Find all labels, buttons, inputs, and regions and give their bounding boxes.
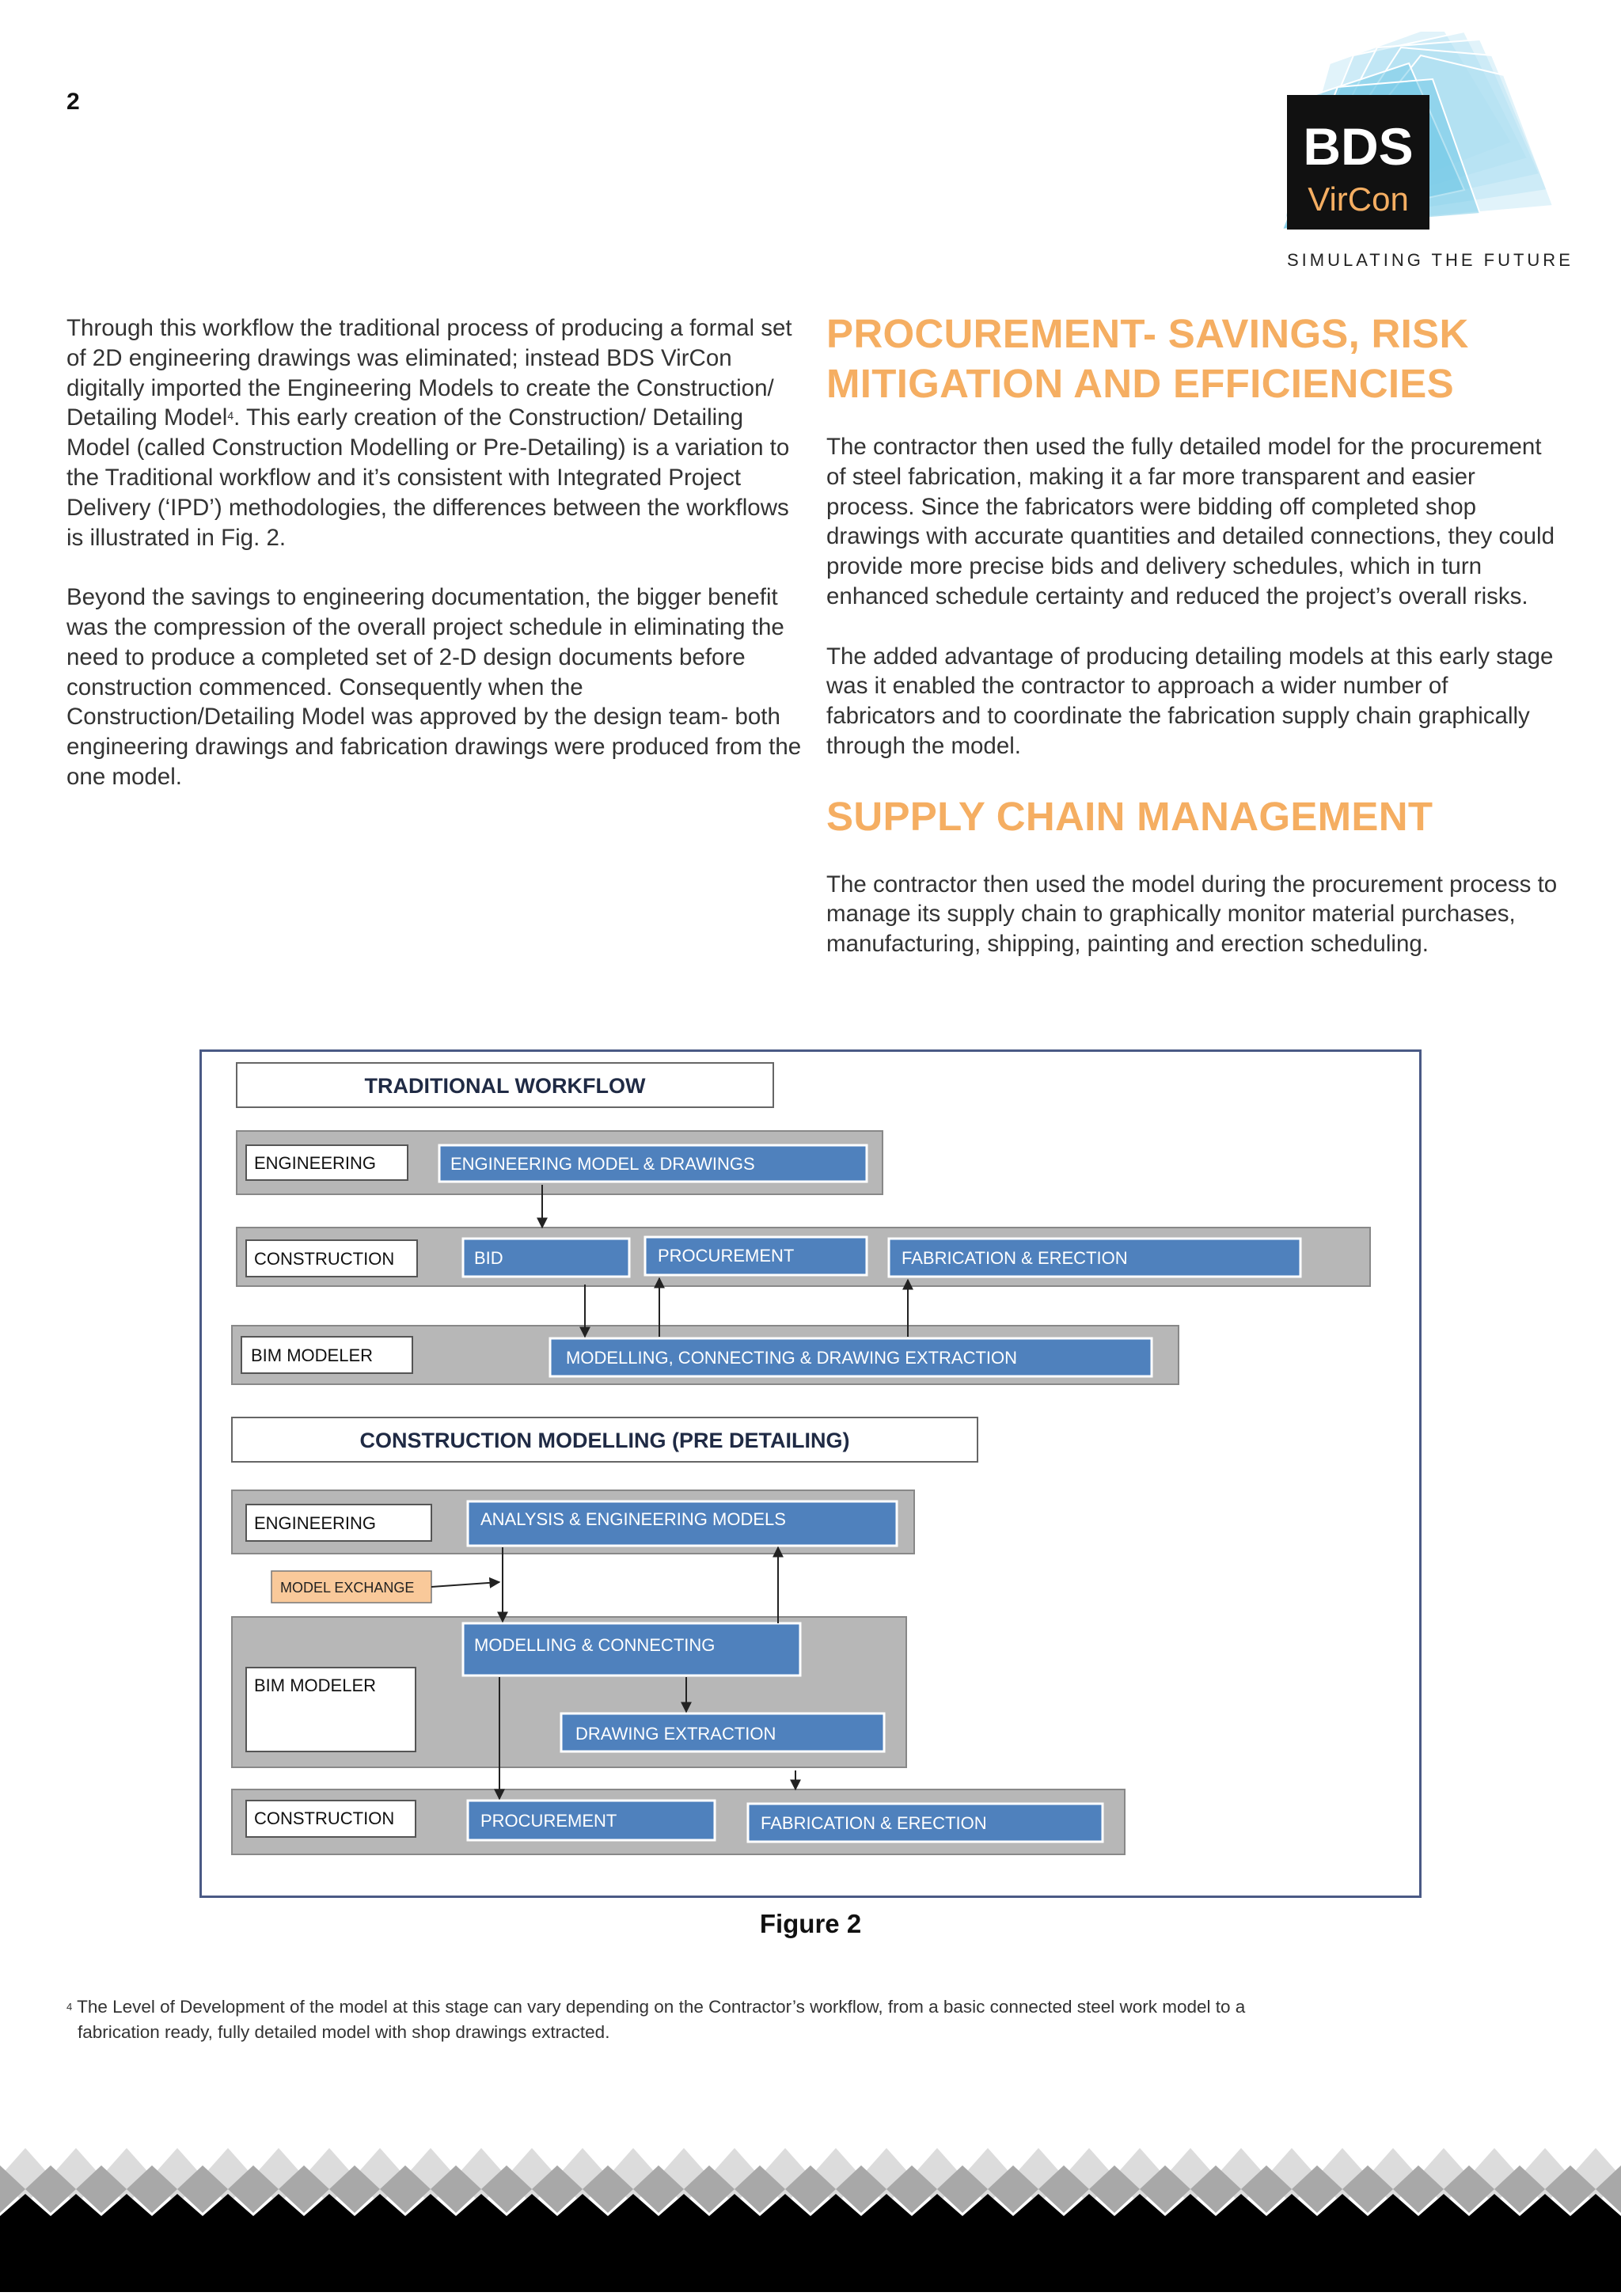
footnote-mark: 4 (66, 2001, 73, 2013)
decorative-footer-band (0, 2137, 1621, 2292)
footnote (66, 1994, 1333, 2045)
figure-caption: Figure 2 (759, 1909, 862, 1938)
footnote-ref: 4 (227, 409, 234, 423)
left-paragraph-2: Beyond the savings to engineering documentation, the bigger benefit was the compression of the overall project schedule in eliminating the need to produce a completed set of 2-D design documents before construction commenced. Consequently when the Construction/Detailing Model was approved by the design team- both engineering drawings and fabrication drawings were produced from the one model. (66, 584, 802, 790)
c-analysis-label: ANALYSIS & ENGINEERING MODELS (480, 1509, 786, 1529)
page-number: 2 (66, 89, 80, 115)
t-eng-model-label: ENGINEERING MODEL & DRAWINGS (450, 1154, 755, 1174)
t-bid-label: BID (474, 1248, 503, 1268)
heading-procurement (826, 309, 1562, 408)
c-fab-label: FABRICATION & ERECTION (761, 1813, 987, 1833)
figure-2-workflow-diagram (199, 1049, 1422, 1898)
fan-graphic (1282, 32, 1559, 277)
footnote-line2: fabrication ready, fully detailed model with shop drawings extracted. (78, 2022, 610, 2042)
heading-supply-chain: SUPPLY CHAIN MANAGEMENT (826, 793, 1433, 839)
left-paragraph-1 (66, 313, 803, 552)
logo-tagline: SIMULATING THE FUTURE (1287, 250, 1574, 270)
t-engineering-label: ENGINEERING (254, 1153, 377, 1173)
c-construction-label: CONSTRUCTION (254, 1808, 395, 1828)
t-bim-label: BIM MODELER (251, 1345, 374, 1365)
c-drawing-label: DRAWING EXTRACTION (575, 1724, 776, 1744)
left-column (66, 313, 803, 822)
heading-procurement-line2: MITIGATION AND EFFICIENCIES (826, 361, 1454, 406)
right-paragraph-2: The added advantage of producing detailing models at this early stage was it enabled the contractor to approach a wider number of fabricators and to coordinate the fabrication supply chain graphically through the model. (826, 643, 1554, 759)
left-p1-text-a: Through this workflow the traditional process of producing a formal set of 2D engineering drawings was eliminated; instead BDS VirCon digitally imported the Engineering Models to create the Construction/ Detailing Model (66, 315, 792, 431)
c-modelling-label: MODELLING & CONNECTING (474, 1635, 716, 1655)
cm-title: CONSTRUCTION MODELLING (PRE DETAILING) (359, 1429, 850, 1452)
workflow-diagram-svg (202, 1052, 1419, 1896)
right-paragraph-1: The contractor then used the fully detailed model for the procurement of steel fabrication, making it a far more transparent and easier process. Since the fabricators were bidding off completed shop drawings with accurate quantities and detailed connections, they could provide more precise bids and delivery schedules, which in turn enhanced schedule certainty and reduced the project’s overall risks. (826, 434, 1555, 609)
right-paragraph-3: The contractor then used the model during the procurement process to manage its supply chain to graphically monitor material purchases, manufacturing, shipping, painting and erection scheduling. (826, 871, 1558, 958)
c-model-exchange-label: MODEL EXCHANGE (280, 1580, 415, 1596)
bds-vircon-logo (1282, 32, 1559, 277)
t-procurement-label: PROCUREMENT (658, 1246, 795, 1266)
c-bim-label: BIM MODELER (254, 1676, 377, 1695)
logo-bds-text: BDS (1303, 117, 1414, 176)
c-engineering-label: ENGINEERING (254, 1513, 377, 1533)
t-fab-label: FABRICATION & ERECTION (902, 1248, 1128, 1268)
t-construction-label: CONSTRUCTION (254, 1249, 395, 1269)
logo-vircon-text: VirCon (1308, 180, 1409, 218)
t-modelling-label: MODELLING, CONNECTING & DRAWING EXTRACTION (566, 1348, 1018, 1368)
c-procurement-label: PROCUREMENT (480, 1811, 617, 1831)
traditional-title: TRADITIONAL WORKFLOW (364, 1074, 646, 1098)
right-column (826, 309, 1562, 989)
footnote-line1: The Level of Development of the model at this stage can vary depending on the Contractor’s workflow, from a basic connected steel work model to a (77, 1997, 1246, 2017)
heading-procurement-line1: PROCUREMENT- SAVINGS, RISK (826, 311, 1469, 356)
zigzag-pattern (0, 2137, 1621, 2292)
left-p1-text-b: . This early creation of the Construction/ Detailing Model (called Construction Modelling or Pre-Detailing) is a variation to the Traditional workflow and it’s consistent with Integrated Project Delivery (‘IPD’) methodologies, the differences between the workflows is illustrated in Fig. 2. (66, 404, 790, 551)
arrow-model-exchange (431, 1582, 499, 1587)
